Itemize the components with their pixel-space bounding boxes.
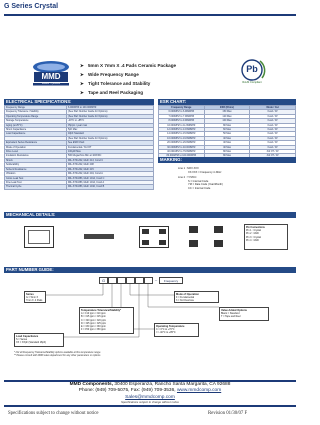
rohs-badge — [238, 58, 266, 88]
pin-row: Pin 3 : Crystal — [246, 235, 261, 239]
pin-connections-box — [244, 224, 288, 250]
mmd-logo — [30, 58, 72, 88]
spec-parameter: Storage Temperature — [5, 119, 67, 123]
esr-cell: 40 Max — [204, 145, 250, 149]
phone-fax: Phone: (949) 709-5075, Fax: (949) 709-3536, — [78, 388, 176, 394]
value-added-title: Value Added Options — [221, 309, 247, 312]
spec-value: Fundamental / 3rd OT — [67, 145, 154, 149]
esr-cell: 80 Max — [204, 154, 250, 158]
spec-value: (See Part Number Guide for Options) — [67, 110, 154, 114]
feature-text: Tape and Reel Packaging — [88, 90, 144, 95]
part-guide-footnotes — [14, 351, 286, 357]
arrow-icon: ➤ — [80, 81, 84, 86]
marking-line2-note: YM = Date Code (Year/Month) — [188, 183, 223, 187]
spec-parameter: Mode of Operation — [5, 145, 67, 149]
esr-cell: 8.000MHZ to 9.999MHZ — [159, 119, 205, 123]
series-box — [24, 291, 46, 303]
tolerance-row: B = ±15 ppm / ±15 ppm — [81, 315, 106, 319]
esr-header-cell: ESR (Ohms) — [204, 106, 250, 110]
logo-text: MMD — [41, 72, 61, 81]
spec-value: MIL-STD-202, Meth 204, Cond A — [67, 172, 154, 176]
pin-row: Pin 2 : GND — [246, 232, 259, 236]
esr-cell: 6.000MHZ to 6.999MHZ — [159, 110, 205, 114]
value-added-row: Blank = Standard — [221, 312, 240, 316]
spec-row — [5, 185, 154, 189]
esr-cell: Fund / AT — [250, 110, 296, 114]
feature-item — [80, 61, 230, 70]
electrical-specs-heading: ELECTRICAL SPECIFICATIONS: — [4, 99, 154, 105]
esr-chart-heading: ESR CHART: — [158, 99, 296, 105]
mechanical-section — [4, 212, 296, 264]
load-capacitance-box — [14, 333, 64, 347]
esr-cell: 80 Max — [204, 150, 250, 154]
esr-row — [159, 145, 296, 149]
footer-left-note: Specifications subject to change without notice — [8, 411, 99, 416]
spec-parameter: Fine Leak Test — [5, 180, 67, 184]
spec-value: 100µW Max — [67, 150, 154, 154]
spec-parameter: Shock — [5, 158, 67, 162]
load-title: Load Capacitance — [16, 335, 39, 338]
esr-cell: 100 Max — [204, 119, 250, 123]
feature-text: 5mm X 7mm X .4 Pads Ceramic Package — [88, 63, 177, 68]
mode-row: F = Fundamental — [176, 296, 195, 300]
tolerance-row: D = ±25 ppm / ±25 ppm — [81, 321, 107, 325]
spec-value: 6.000MHZ to 100.000MHZ — [67, 106, 154, 110]
tolerance-row: E = ±30 ppm / ±30 ppm — [81, 325, 106, 329]
tolerance-row: A = ±10 ppm / ±10 ppm — [81, 312, 106, 316]
tolerance-row: F = ±50 ppm / ±50 ppm — [81, 328, 106, 332]
esr-row — [159, 150, 296, 154]
spec-parameter: Solderability — [5, 163, 67, 167]
spec-value: (See Part Number Guide for Options) — [67, 114, 154, 118]
part-code-box: G — [99, 277, 108, 284]
esr-cell: 40 Max — [204, 136, 250, 140]
part-code-frequency: Frequency — [159, 277, 183, 284]
spec-value: MIL-STD-202, Meth 208 — [67, 163, 154, 167]
temperature-row: C = 0°C to +70°C — [156, 328, 175, 332]
marking-line2: Line 2 : YYMCC — [178, 176, 197, 180]
company-name: MMD Components, — [69, 382, 114, 387]
spec-value: ±5ppm / year max — [67, 123, 154, 127]
marking-section — [158, 157, 296, 191]
feature-text: Tight Tolerance and Stability — [88, 81, 151, 86]
esr-cell: 3rd OT / AT — [250, 150, 296, 154]
package-top-view — [24, 226, 54, 248]
esr-cell: 14.000MHZ to 15.999MHZ — [159, 132, 205, 136]
pad — [159, 240, 166, 245]
esr-cell: 3rd OT / AT — [250, 154, 296, 158]
pin-row: Pin 4 : GND — [246, 238, 259, 242]
feature-text: Wide Frequency Range — [88, 72, 139, 77]
pin-row: Pin 1 : Crystal — [246, 229, 261, 233]
esr-chart-table — [158, 105, 296, 159]
package-lid — [28, 230, 50, 244]
tolerance-row: C = ±20 ppm / ±20 ppm — [81, 318, 107, 322]
spec-value: MIL-STD-202, Meth 213, Cond C — [67, 158, 154, 162]
feature-item — [80, 88, 230, 97]
logo-tagline: Monitor • Quartzite — [41, 83, 61, 85]
land-pad — [214, 226, 223, 233]
esr-cell: 20.000MHZ to 29.999MHZ — [159, 141, 205, 145]
package-bottom-view — [139, 226, 169, 248]
esr-row — [159, 128, 296, 132]
esr-header-cell: Frequency Range — [159, 106, 205, 110]
land-pad — [189, 240, 198, 247]
spec-parameter: Vibration — [5, 172, 67, 176]
esr-cell: 50 Max — [204, 132, 250, 136]
part-code-dash: – — [154, 277, 158, 282]
esr-cell: 40.001MHZ to 79.999MHZ — [159, 150, 205, 154]
esr-cell: 12.000MHZ to 13.999MHZ — [159, 128, 205, 132]
marking-line1-note: XX.XXX = Frequency in MHz — [188, 170, 222, 174]
esr-cell: 16.000MHZ to 19.999MHZ — [159, 136, 205, 140]
temperature-box — [154, 323, 199, 337]
spec-value: 18pF Standard — [67, 132, 154, 136]
marking-line2-note: CC = Internal Code — [188, 186, 211, 190]
spec-value: MIL-STD-202, Meth 215 — [67, 167, 154, 171]
land-pad — [189, 226, 198, 233]
esr-cell: 80.000MHZ to 100.000MHZ — [159, 154, 205, 158]
spec-parameter: Shunt Capacitance — [5, 128, 67, 132]
esr-row — [159, 114, 296, 118]
spec-parameter: Drive Level — [5, 150, 67, 154]
title-rule — [4, 14, 296, 16]
esr-header-cell: Mode / Cut — [250, 106, 296, 110]
esr-cell: 80 Max — [204, 123, 250, 127]
mechanical-heading: MECHANICAL DETAILS: — [4, 212, 296, 218]
arrow-icon: ➤ — [80, 90, 84, 95]
esr-cell: 60 Max — [204, 128, 250, 132]
esr-cell: 7.000MHZ to 7.999MHZ — [159, 114, 205, 118]
esr-cell: Fund / AT — [250, 123, 296, 127]
temperature-row: I = -40°C to +85°C — [156, 331, 176, 335]
value-added-box — [219, 307, 269, 321]
pb-label: Pb — [246, 64, 258, 74]
esr-cell: Fund / AT — [250, 136, 296, 140]
footer-revision: Revision 01/30/07 F — [208, 411, 248, 416]
feature-list — [80, 61, 230, 97]
marking-line1: Line 1 : MXX.XXX — [178, 167, 199, 170]
spec-value: MIL-STD-883, Meth 1010, Cond B — [67, 185, 154, 189]
footer-contact — [4, 382, 296, 405]
spec-value: See ESR Chart — [67, 141, 154, 145]
series-title: Series — [26, 293, 34, 296]
footnote: * Not all Frequency Tolerance/Stability options available at this temperature range. — [14, 351, 101, 354]
spec-value: 5pF Max — [67, 128, 154, 132]
esr-cell: 10.000MHZ to 11.999MHZ — [159, 123, 205, 127]
esr-cell: Fund / AT — [250, 119, 296, 123]
esr-cell: Fund / AT — [250, 145, 296, 149]
esr-row — [159, 136, 296, 140]
arrow-icon: ➤ — [80, 63, 84, 68]
mode-row: 3 = 3rd Overtone — [176, 299, 195, 303]
esr-row — [159, 119, 296, 123]
spec-parameter: Load Capacitance — [5, 132, 67, 136]
pad — [142, 229, 149, 234]
spec-parameter: Frequency Tolerance / Stability — [5, 110, 67, 114]
spec-parameter: Insulation Resistance — [5, 154, 67, 158]
spec-value: MIL-STD-883, Meth 1014, Cond A — [67, 180, 154, 184]
part-guide-leader-lines — [4, 267, 296, 380]
footnote: ** Please consult with MMD sales department for any other parameters or options. — [14, 354, 102, 358]
marking-heading: MARKING: — [158, 157, 296, 163]
pad — [142, 240, 149, 245]
spec-parameter: Thermal Cycle — [5, 185, 67, 189]
feature-item — [80, 79, 230, 88]
arrow-icon: ➤ — [80, 72, 84, 77]
temperature-title: Operating Temperature — [156, 325, 185, 328]
land-pattern — [189, 226, 225, 248]
spec-parameter: Equivalent Series Resistance — [5, 141, 67, 145]
electrical-specs-table — [4, 105, 154, 190]
company-address: 30400 Esperanza, Rancho Santa Margarita, CA 92688 — [113, 382, 231, 387]
esr-cell: Fund / AT — [250, 128, 296, 132]
series-value: G = 5mm X 7mm X .4 Pads — [26, 296, 43, 303]
esr-cell: Fund / AT — [250, 141, 296, 145]
tolerance-title: Temperature Tolerance/Stability* — [81, 309, 122, 312]
website-link[interactable]: www.mmdcomp.com — [176, 388, 222, 394]
spec-parameter: Operating Temperature Range — [5, 114, 67, 118]
esr-cell: Fund / AT — [250, 114, 296, 118]
esr-row — [159, 110, 296, 114]
esr-cell: 40 Max — [204, 141, 250, 145]
esr-row — [159, 132, 296, 136]
mode-box — [174, 291, 219, 303]
spec-value: 500 Megaohms Min at 100VDC — [67, 154, 154, 158]
part-number-heading: PART NUMBER GUIDE: — [4, 267, 296, 273]
esr-header-row — [159, 106, 296, 110]
marking-body — [158, 163, 296, 191]
load-row: S = Series — [16, 338, 28, 342]
value-added-row: T = Tape and Reel — [221, 315, 241, 319]
esr-cell: 120 Max — [204, 114, 250, 118]
esr-cell: 30.000MHZ to 40.000MHZ — [159, 145, 205, 149]
spec-parameter: Frequency Range — [5, 106, 67, 110]
spec-value: (See Part Number Guide for Options) — [67, 136, 154, 140]
esr-row — [159, 123, 296, 127]
spec-value: -40°C to +85°C — [67, 119, 154, 123]
page-title: G Series Crystal — [4, 3, 59, 10]
footer-rule-bottom — [4, 405, 296, 407]
part-number-guide-section — [4, 267, 296, 380]
spec-parameter: Solvent Resistance — [5, 167, 67, 171]
pin-connections-title: Pin Connections — [246, 226, 265, 229]
spec-value: MIL-STD-883, Meth 1014, Cond C — [67, 176, 154, 180]
land-pad — [214, 240, 223, 247]
email-link[interactable]: Sales@mmdcomp.com — [125, 394, 175, 400]
package-side-view — [84, 234, 114, 239]
esr-chart-section — [158, 99, 296, 159]
spec-parameter: Aging (at 25°C) — [5, 123, 67, 127]
marking-line2-note: S = Internal Code — [188, 179, 209, 183]
feature-item — [80, 70, 230, 79]
esr-cell: 150 Max — [204, 110, 250, 114]
rohs-label: RoHS Compliant — [242, 81, 262, 84]
electrical-specs-section — [4, 99, 154, 190]
esr-row — [159, 141, 296, 145]
tolerance-box — [79, 307, 134, 334]
load-row: XX = XXpF (Standard 18pF) — [16, 341, 46, 345]
esr-cell: Fund / AT — [250, 132, 296, 136]
mode-title: Mode of Operation — [176, 293, 199, 296]
spec-parameter: Gross Leak Test — [5, 176, 67, 180]
pad — [159, 229, 166, 234]
footer-notice: Specifications subject to change without notice — [121, 400, 179, 405]
